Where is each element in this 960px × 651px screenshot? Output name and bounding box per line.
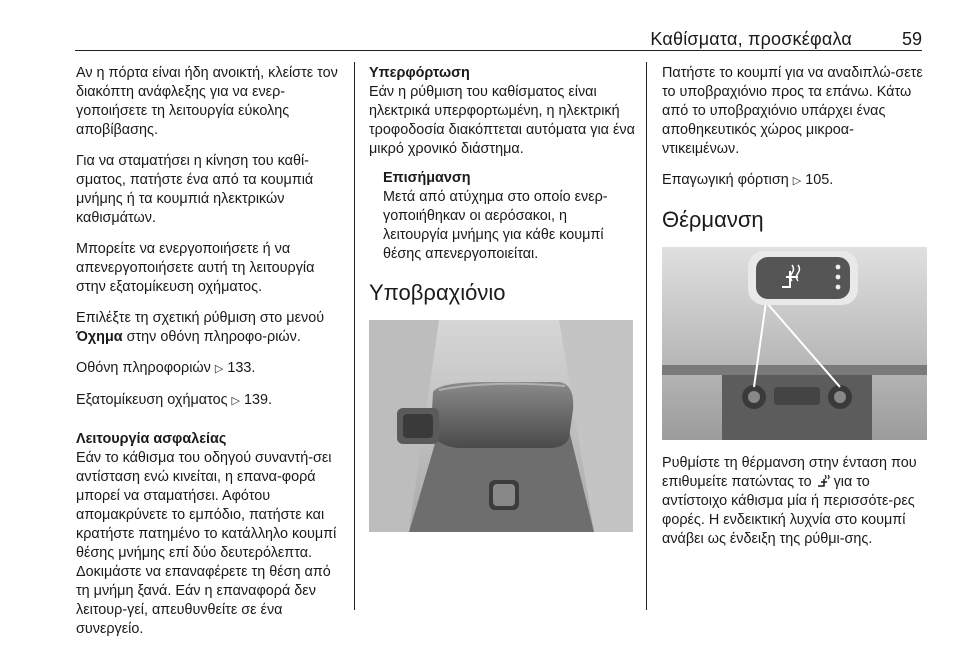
section-subheading: Υπερφόρτωση [369,65,470,81]
reference-page: 139. [243,392,272,408]
reference-page: 105. [805,172,834,188]
reference-page: 133. [227,360,256,376]
column-3 [662,64,927,561]
paragraph: Πατήστε το κουμπί για να αναδιπλώ-σετε το υποβραχιόνιο προς τα επάνω. Κάτω από το υποβραχιόνιο υπάρχει ένας αποθηκευτικός χώρος μικροα-ντικειμένων. [662,65,923,157]
cross-reference[interactable] [76,391,348,411]
column-2 [369,64,635,546]
note-body: Μετά από ατύχημα στο οποίο ενερ-γοποιήθηκαν οι αερόσακοι, η λειτουργία μνήμης για κάθε κουμπί θέσης απενεργοποιείται. [383,189,608,262]
paragraph: Εάν το κάθισμα του οδηγού συναντή-σει αντίσταση ενώ κινείται, η επανα-φορά μπορεί να σταματήσει. Αφότου απομακρύνετε το εμπόδιο, πατήστε και κρατήστε πατημένο το κατάλληλο κουμπί θέσης μνήμης επί δύο δευτερόλεπτα. Δοκιμάστε να επαναφέρετε τη θέση από τη μνήμη ξανά. Εάν η επαναφορά δεν λειτουρ-γεί, απευθυνθείτε σε ένα συνεργείο. [76,450,337,637]
paragraph [662,454,927,549]
reference-arrow-icon: ▷ [214,363,224,375]
text-run: στην οθόνη πληροφο-ριών. [122,329,301,345]
paragraph: Μπορείτε να ενεργοποιήσετε ή να απενεργοποιήσετε αυτή τη λειτουργία στην εξατομίκευση οχήματος. [76,241,315,295]
running-title: Καθίσματα, προσκέφαλα [650,29,852,49]
seat-heat-icon [816,474,830,490]
paragraph: Αν η πόρτα είναι ήδη ανοικτή, κλείστε τον διακόπτη ανάφλεξης για να ενερ-γοποιήσετε τη λειτουργία εύκολης αποβίβασης. [76,65,338,138]
section-heading: Υποβραχιόνιο [369,280,506,305]
text-run: για το αντίστοιχο κάθισμα μία ή περισσότε-ρες φορές. Η ενδεικτική λυχνία στο κουμπί ανάβει ως ένδειξη της ρύθμι-σης. [662,474,915,547]
text-run: Ρυθμίστε τη θέρμανση στην ένταση που επιθυμείτε πατώντας το [662,455,917,490]
reference-text: Οθόνη πληροφοριών [76,360,211,376]
page-number: 59 [901,29,922,49]
menu-name: Όχημα [76,329,123,345]
text-run: Επιλέξτε τη σχετική ρύθμιση στο μενού [76,310,325,326]
reference-arrow-icon: ▷ [231,395,240,407]
paragraph: Εάν η ρύθμιση του καθίσματος είναι ηλεκτρικά υπερφορτωμένη, η ηλεκτρική τροφοδοσία διακόπτεται αυτόματα για ένα μικρό χρονικό διάστημα. [369,84,635,157]
paragraph: Για να σταματήσει η κίνηση του καθί-σματος, πατήστε ένα από τα κουμπιά μνήμης ή τα κουμπιά ηλεκτρικών καθισμάτων. [76,153,314,226]
note-block [383,169,635,264]
paragraph [76,309,348,347]
cross-reference[interactable] [76,359,348,379]
column-1 [76,64,348,651]
column-divider [354,62,355,610]
page-header [0,0,960,50]
reference-text: Εξατομίκευση οχήματος [76,392,228,408]
section-subheading: Λειτουργία ασφαλείας [76,431,227,447]
note-heading: Επισήμανση [383,170,471,186]
section-heading: Θέρμανση [662,207,764,232]
reference-text: Επαγωγική φόρτιση [662,172,789,188]
cross-reference[interactable] [662,171,927,191]
seat-heating-photo [662,247,927,440]
reference-arrow-icon: ▷ [792,175,802,187]
header-rule [75,50,922,51]
column-divider [646,62,647,610]
armrest-photo [369,320,633,532]
